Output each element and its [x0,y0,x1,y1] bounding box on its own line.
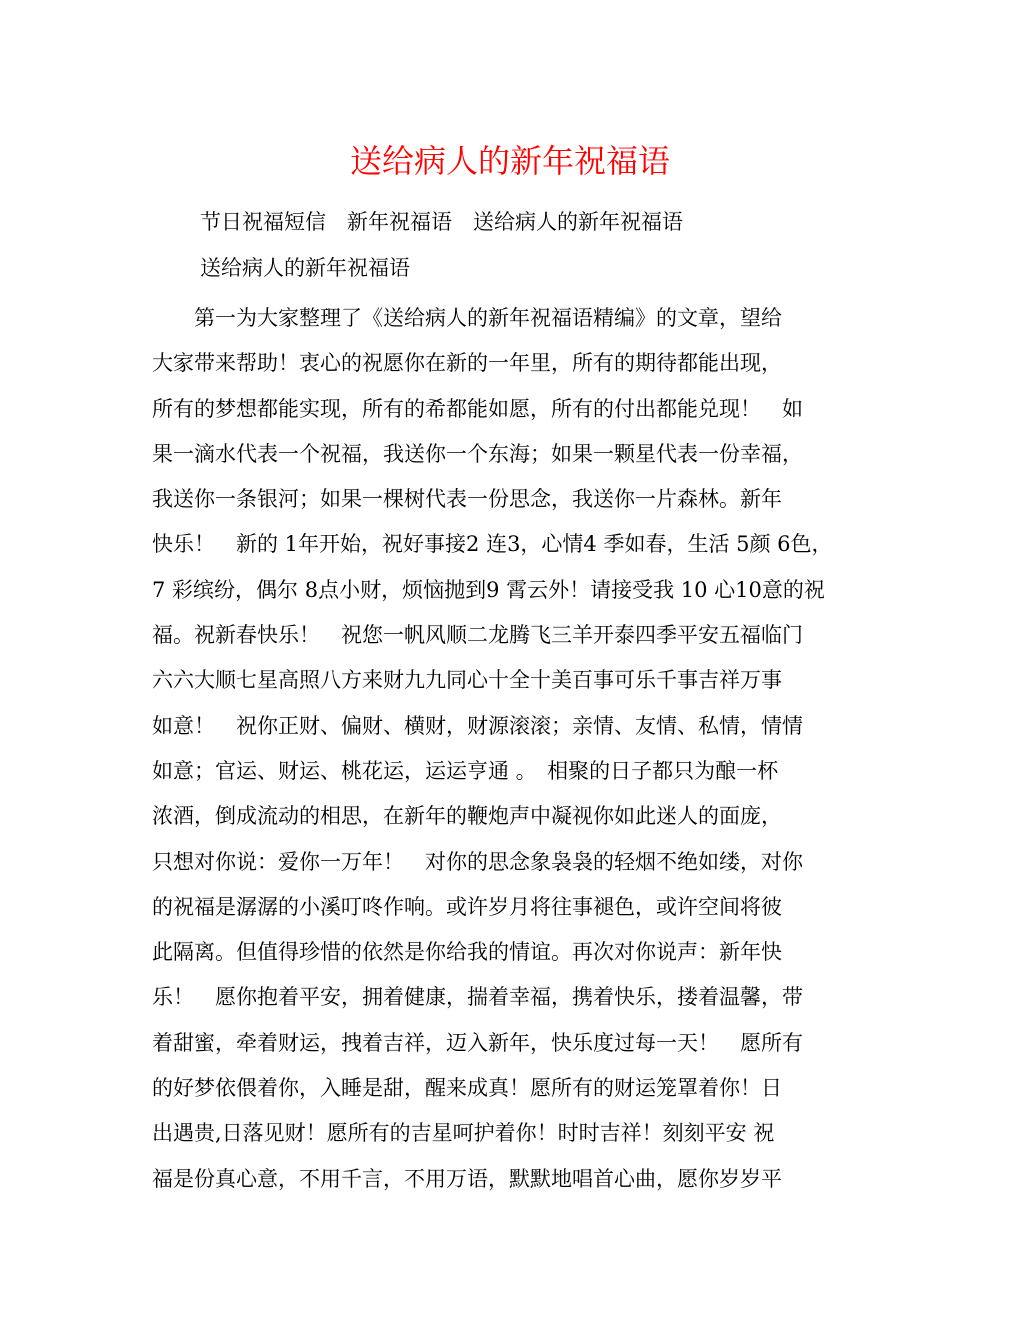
body-paragraph [152,296,868,1202]
body-line: 浓酒，倒成流动的相思，在新年的鞭炮声中凝视你如此迷人的面庞， [152,804,782,829]
body-line: 福。祝新春快乐！ 祝您一帆风顺二龙腾飞三羊开泰四季平安五福临门 [152,623,803,648]
body-line: 所有的梦想都能实现，所有的希都能如愿，所有的付出都能兑现！ 如 [152,396,803,421]
body-line: 果一滴水代表一个祝福，我送你一个东海；如果一颗星代表一份幸福， [152,441,803,466]
body-line: 大家带来帮助！衷心的祝愿你在新的一年里，所有的期待都能出现， [152,351,782,376]
document-title: 送给病人的新年祝福语 [349,142,670,181]
body-line: 如意！ 祝你正财、偏财、横财，财源滚滚；亲情、友情、私情，情情 [152,713,803,738]
body-line: 六六大顺七星高照八方来财九九同心十全十美百事可乐千事吉祥万事 [152,668,782,693]
body-line: 如意；官运、财运、桃花运，运运亨通 。 相聚的日子都只为酿一杯 [152,758,779,783]
body-line: 出遇贵,日落见财！愿所有的吉星呵护着你！时时吉祥！刻刻平安 祝 [152,1121,775,1146]
body-line: 此隔离。但值得珍惜的依然是你给我的情谊。再次对你说声：新年快 [152,940,782,965]
body-line: 乐！ 愿你抱着平安，拥着健康，揣着幸福，携着快乐，搂着温馨，带 [152,985,803,1010]
body-line: 快乐！ 新的 1年开始，祝好事接2 连3，心情4 季如春，生活 5颜 6色， [152,532,833,557]
body-line: 我送你一条银河；如果一棵树代表一份思念，我送你一片森林。新年 [152,487,782,512]
body-line: 的祝福是潺潺的小溪叮咚作响。或许岁月将往事褪色，或许空间将彼 [152,894,782,919]
body-line: 7 彩缤纷，偶尔 8点小财，烦恼抛到9 霄云外！请接受我 10 心10意的祝 [152,577,825,602]
body-line: 着甜蜜，牵着财运，拽着吉祥，迈入新年，快乐度过每一天！ 愿所有 [152,1030,803,1055]
body-line: 第一为大家整理了《送给病人的新年祝福语精编》的文章，望给 [152,306,782,330]
document-subtitle: 送给病人的新年祝福语 [200,256,410,280]
body-line: 的好梦依偎着你，入睡是甜，醒来成真！愿所有的财运笼罩着你！日 [152,1076,782,1101]
category-breadcrumb: 节日祝福短信 新年祝福语 送给病人的新年祝福语 [200,210,683,234]
body-line: 只想对你说：爱你一万年！ 对你的思念象袅袅的轻烟不绝如缕，对你 [152,849,803,874]
body-line: 福是份真心意，不用千言，不用万语，默默地唱首心曲，愿你岁岁平 [152,1166,782,1191]
